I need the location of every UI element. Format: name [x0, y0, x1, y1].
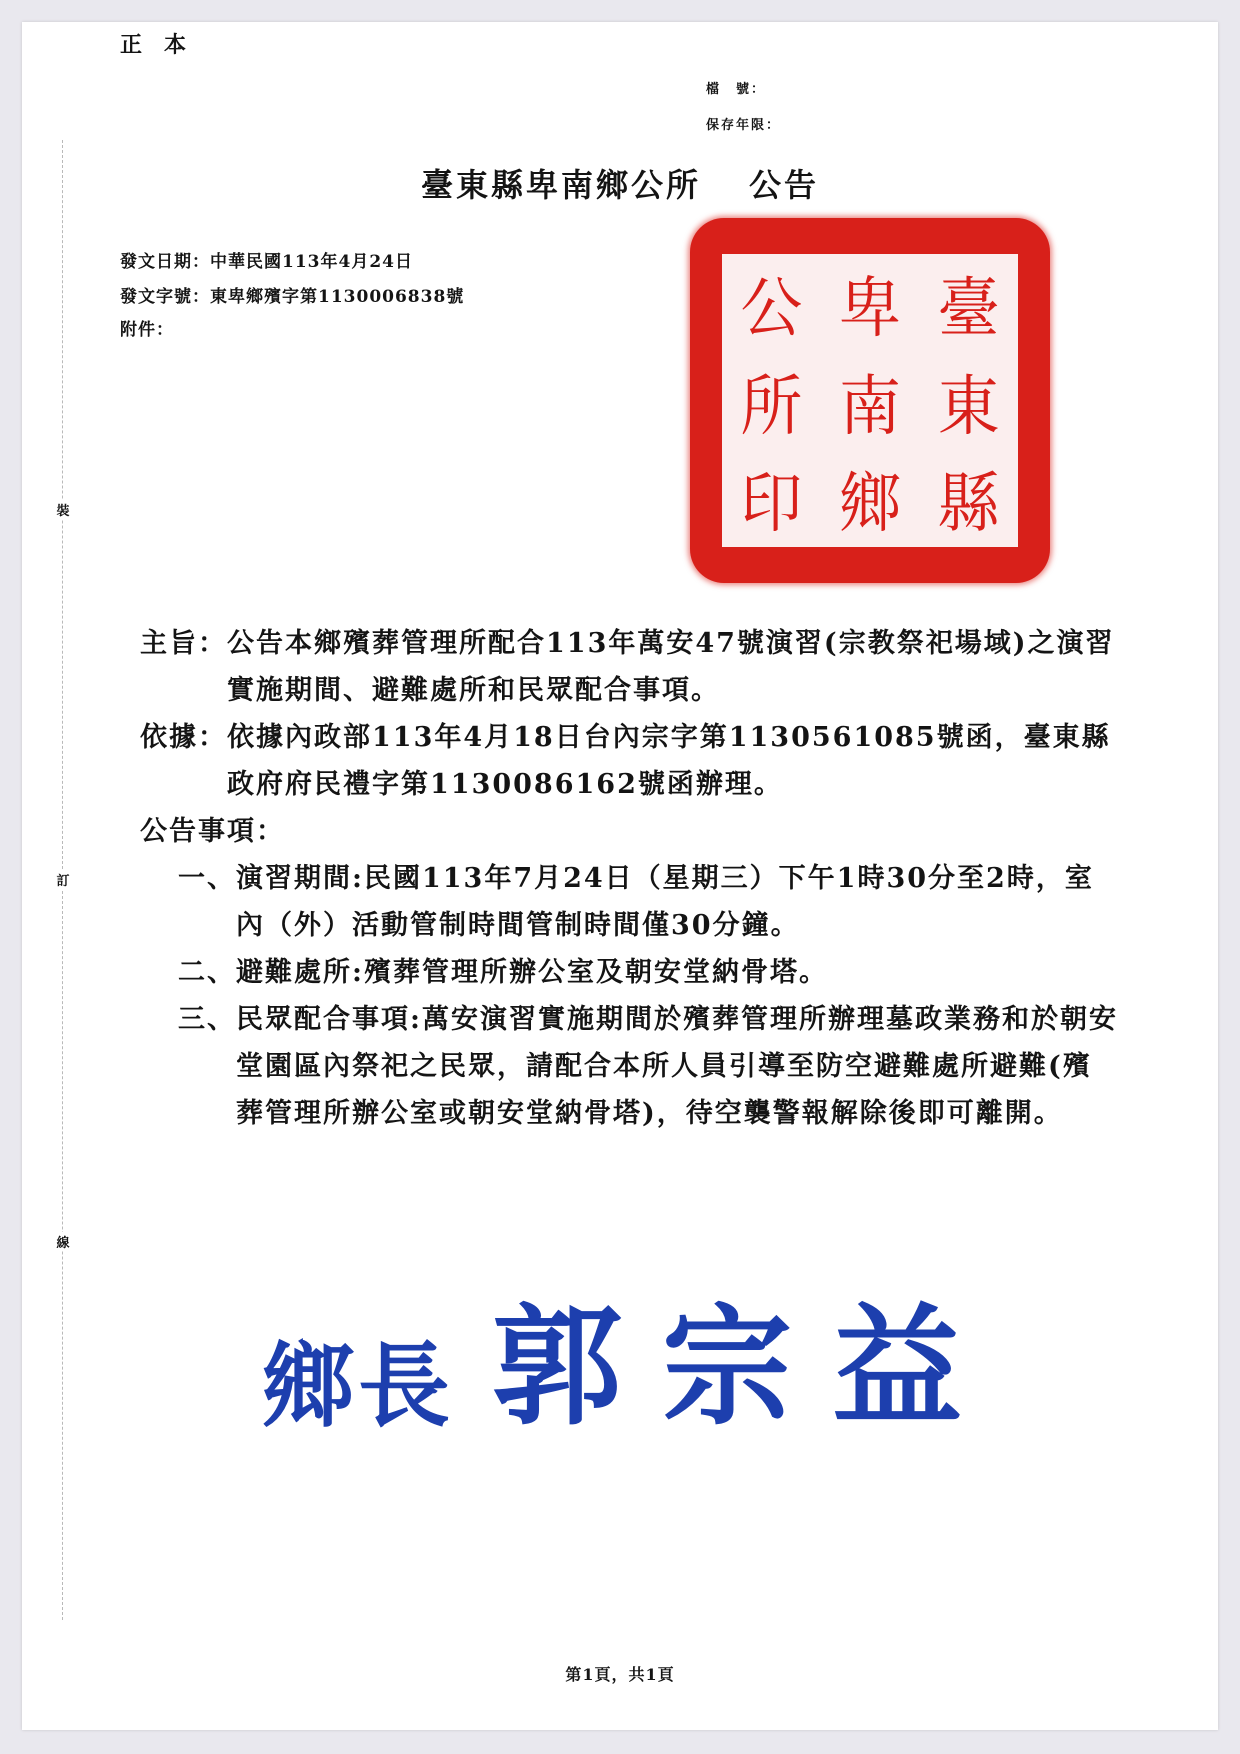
- seal-char: 南: [839, 367, 902, 445]
- basis-label: 依據：: [140, 722, 227, 753]
- page-number: 第1頁，共1頁: [565, 1665, 675, 1684]
- document-title: [0, 160, 1240, 206]
- announcement-item: [140, 855, 1120, 949]
- subject-label: 主旨：: [140, 628, 227, 659]
- seal-char: 卑: [839, 269, 902, 347]
- signature-stamp: [262, 1272, 1022, 1443]
- announcement-item: [140, 949, 1120, 996]
- subject-section: [140, 620, 1120, 714]
- items-heading: 公告事項：: [140, 816, 285, 847]
- retention-period-label: 保存年限：: [706, 118, 782, 133]
- item-number: 三、: [178, 1004, 236, 1035]
- file-number-label: 檔 號：: [706, 82, 767, 97]
- seal-char: 印: [740, 465, 803, 542]
- seal-char: 東: [937, 367, 1000, 445]
- copy-label: 正本: [120, 32, 209, 58]
- binding-mark-staple: 訂: [55, 870, 71, 889]
- signer-name: 郭宗益: [492, 1290, 1003, 1443]
- attachment-label: 附件：: [120, 320, 174, 340]
- seal-char: 公: [740, 269, 803, 347]
- subject-text: 公告本鄉殯葬管理所配合113年萬安47號演習(宗教祭祀場域)之演習實施期間、避難處所和民眾配合事項。: [227, 628, 1115, 706]
- document-body: [140, 620, 1120, 1137]
- seal-char: 鄉: [839, 465, 902, 542]
- binding-mark-line: 線: [55, 1232, 71, 1251]
- announcement-item: [140, 996, 1120, 1137]
- basis-text: 依據內政部113年4月18日台內宗字第1130561085號函，臺東縣政府府民禮字第1130086162號函辦理。: [227, 722, 1111, 800]
- item-number: 一、: [178, 863, 236, 894]
- issue-date: 發文日期：中華民國113年4月24日: [120, 252, 413, 272]
- item-number: 二、: [178, 957, 236, 988]
- seal-char: 臺: [937, 269, 1000, 347]
- basis-section: [140, 714, 1120, 808]
- item-text: 演習期間:民國113年7月24日（星期三）下午1時30分至2時，室內（外）活動管制時間管制時間僅30分鐘。: [236, 863, 1094, 941]
- agency-name: 臺東縣卑南鄉公所: [420, 166, 701, 204]
- document-type: 公告: [749, 166, 820, 204]
- document-number: 發文字號：東卑鄉殯字第1130006838號: [120, 287, 465, 307]
- seal-char: 縣: [937, 465, 1000, 542]
- signer-title: 鄉長: [262, 1332, 455, 1440]
- official-seal: [690, 218, 1050, 583]
- seal-characters: [722, 254, 1018, 547]
- binding-mark-bind: 裝: [55, 500, 71, 519]
- seal-char: 所: [740, 367, 803, 445]
- item-text: 避難處所:殯葬管理所辦公室及朝安堂納骨塔。: [236, 957, 828, 988]
- item-text: 民眾配合事項:萬安演習實施期間於殯葬管理所辦理墓政業務和於朝安堂園區內祭祀之民眾，請配合本所人員引導至防空避難處所避難(殯葬管理所辦公室或朝安堂納骨塔)，待空襲警報解除後即可離開。: [236, 1004, 1118, 1129]
